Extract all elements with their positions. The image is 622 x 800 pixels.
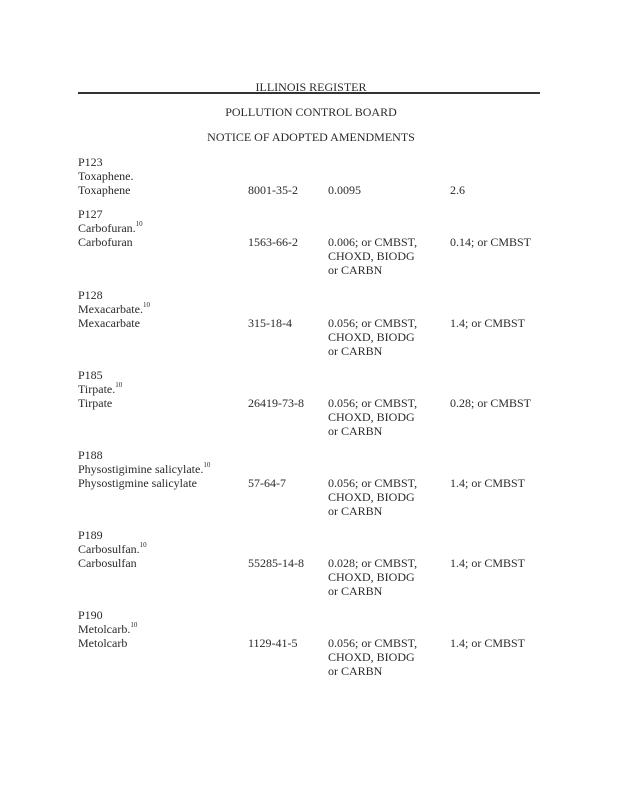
footnote-ref: 10 bbox=[115, 381, 123, 389]
constituent-name: Physostigmine salicylate bbox=[78, 476, 197, 490]
board-name: POLLUTION CONTROL BOARD bbox=[225, 105, 397, 119]
constituent-name: Metolcarb bbox=[78, 636, 128, 650]
common-name: Carbosulfan.$^{10}$ bbox=[78, 541, 147, 556]
waste-entry-p190 bbox=[78, 608, 548, 678]
footnote-ref: 10 bbox=[135, 220, 143, 228]
waste-entry-p127 bbox=[78, 207, 548, 277]
footnote-ref: 10 bbox=[130, 621, 138, 629]
common-name: Toxaphene. bbox=[78, 169, 134, 183]
waste-entry-p185 bbox=[78, 368, 548, 438]
wastewater-standard: 0.056; or CMBST, CHOXD, BIODG or CARBN bbox=[328, 396, 418, 438]
wastewater-standard: 0.006; or CMBST, CHOXD, BIODG or CARBN bbox=[328, 235, 418, 277]
constituent-name: Toxaphene bbox=[78, 183, 131, 197]
waste-entry-p128 bbox=[78, 288, 548, 358]
footnote-ref: 10 bbox=[142, 301, 150, 309]
nonwastewater-standard: 1.4; or CMBST bbox=[450, 316, 526, 330]
cas-number: 57-64-7 bbox=[248, 476, 286, 490]
waste-code: P123 bbox=[78, 155, 103, 169]
common-name: Tirpate.$^{10}$ bbox=[78, 381, 123, 396]
wastewater-standard: 0.0095 bbox=[328, 183, 361, 197]
wastewater-standard: 0.056; or CMBST, CHOXD, BIODG or CARBN bbox=[328, 316, 418, 358]
cas-number: 8001-35-2 bbox=[248, 183, 298, 197]
constituent-name: Mexacarbate bbox=[78, 316, 140, 330]
cas-number: 315-18-4 bbox=[248, 316, 292, 330]
cas-number: 1563-66-2 bbox=[248, 235, 298, 249]
header-rule bbox=[78, 92, 540, 94]
wastewater-standard: 0.028; or CMBST, CHOXD, BIODG or CARBN bbox=[328, 556, 418, 598]
nonwastewater-standard: 0.14; or CMBST bbox=[450, 235, 532, 249]
cas-number: 55285-14-8 bbox=[248, 556, 304, 570]
notice-title: NOTICE OF ADOPTED AMENDMENTS bbox=[207, 130, 415, 144]
nonwastewater-standard: 0.28; or CMBST bbox=[450, 396, 532, 410]
constituent-name: Carbofuran bbox=[78, 235, 133, 249]
nonwastewater-standard: 2.6 bbox=[450, 183, 465, 197]
waste-code: P189 bbox=[78, 528, 103, 542]
footnote-ref: 10 bbox=[139, 541, 147, 549]
register-title: ILLINOIS REGISTER bbox=[255, 80, 367, 94]
common-name: Physostigimine salicylate.$^{10}$ bbox=[78, 461, 211, 476]
waste-code: P128 bbox=[78, 288, 103, 302]
nonwastewater-standard: 1.4; or CMBST bbox=[450, 556, 526, 570]
nonwastewater-standard: 1.4; or CMBST bbox=[450, 476, 526, 490]
waste-code: P190 bbox=[78, 608, 103, 622]
waste-entry-p189 bbox=[78, 528, 548, 598]
wastewater-standard: 0.056; or CMBST, CHOXD, BIODG or CARBN bbox=[328, 476, 418, 518]
waste-code: P185 bbox=[78, 368, 103, 382]
cas-number: 26419-73-8 bbox=[248, 396, 304, 410]
common-name: Carbofuran.$^{10}$ bbox=[78, 220, 143, 235]
nonwastewater-standard: 1.4; or CMBST bbox=[450, 636, 526, 650]
footnote-ref: 10 bbox=[203, 461, 211, 469]
wastewater-standard: 0.056; or CMBST, CHOXD, BIODG or CARBN bbox=[328, 636, 418, 678]
waste-entry-p188 bbox=[78, 448, 548, 518]
constituent-name: Carbosulfan bbox=[78, 556, 137, 570]
waste-code: P127 bbox=[78, 207, 103, 221]
common-name: Metolcarb.$^{10}$ bbox=[78, 621, 138, 636]
waste-code: P188 bbox=[78, 448, 103, 462]
constituent-name: Tirpate bbox=[78, 396, 113, 410]
common-name: Mexacarbate.$^{10}$ bbox=[78, 301, 150, 316]
waste-entry-p123 bbox=[78, 155, 548, 197]
cas-number: 1129-41-5 bbox=[248, 636, 298, 650]
